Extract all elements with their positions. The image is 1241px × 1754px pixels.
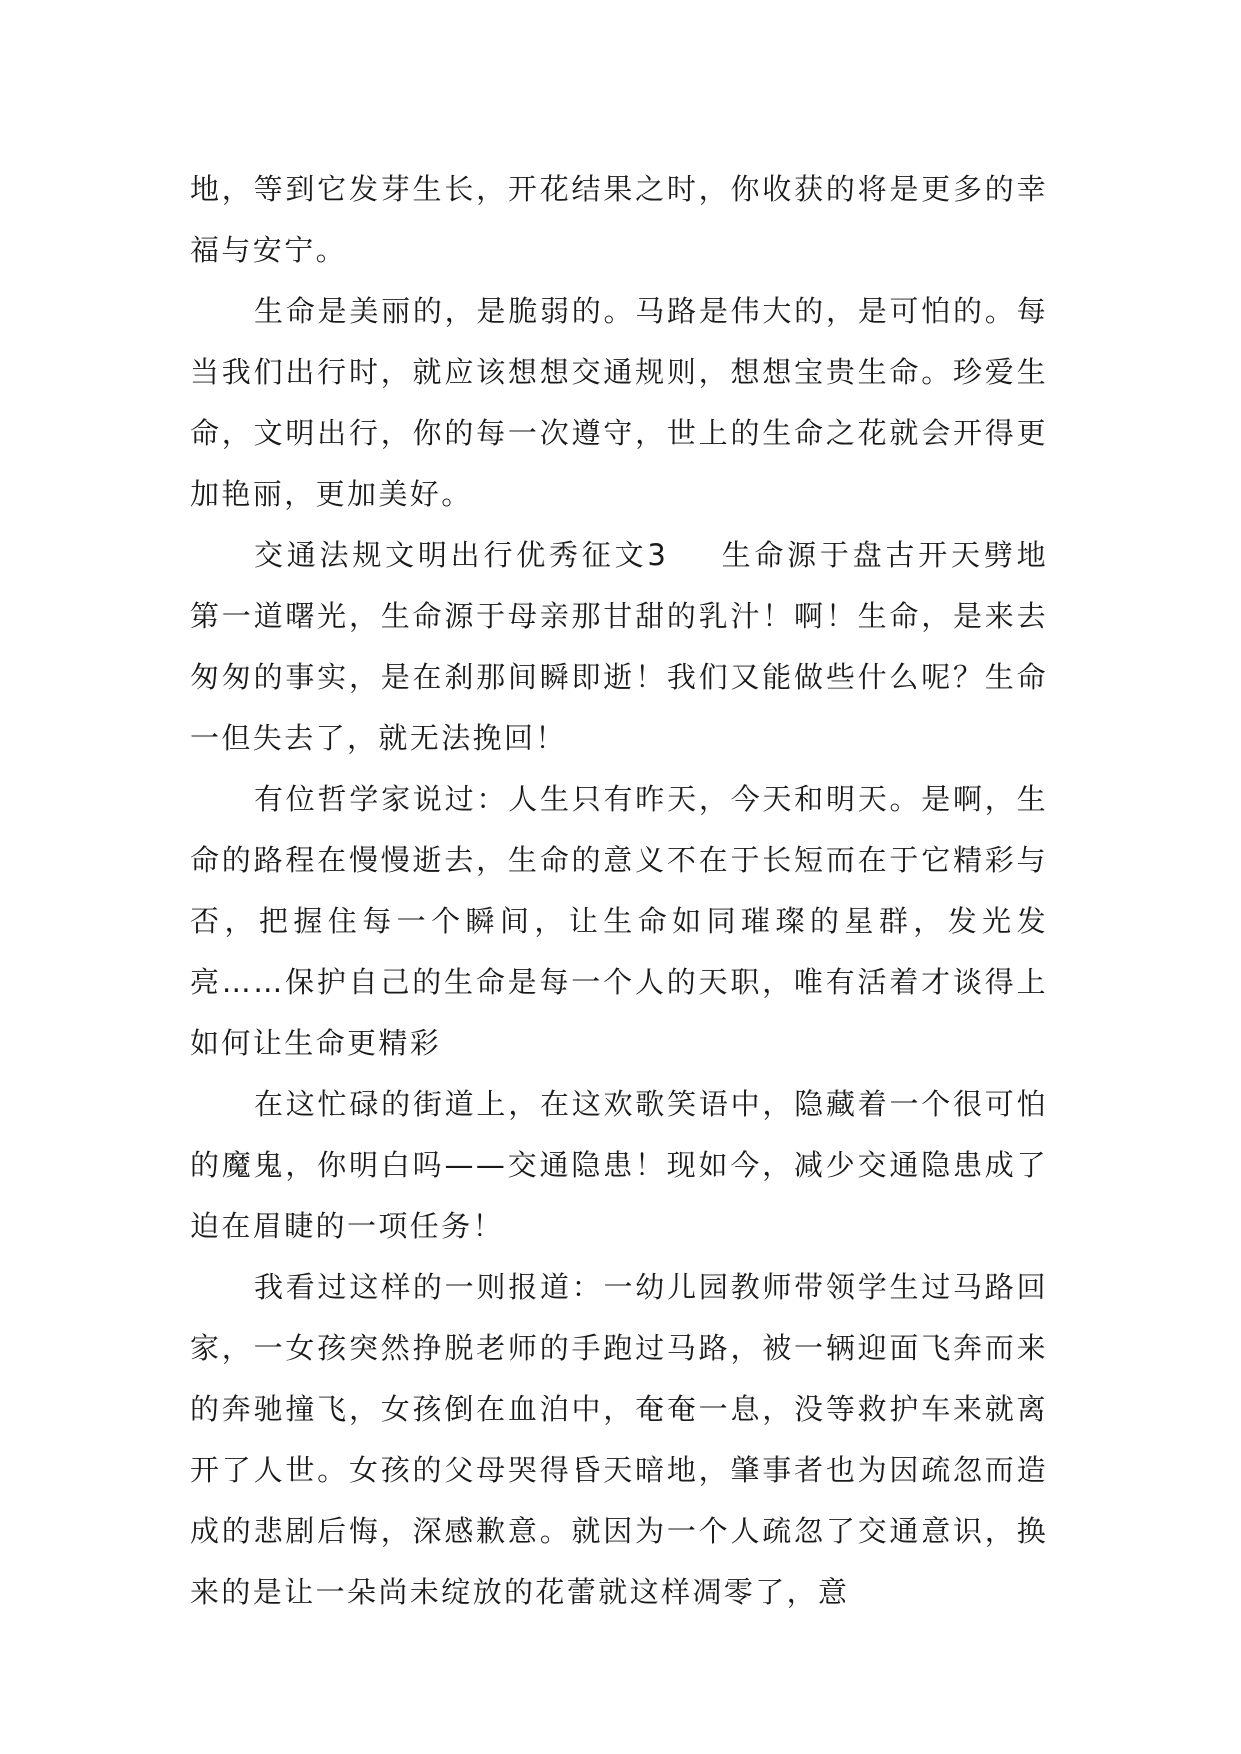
paragraph: 生命是美丽的，是脆弱的。马路是伟大的，是可怕的。每当我们出行时，就应该想想交通规则，想想宝贵生命。珍爱生命，文明出行，你的每一次遵守，世上的生命之花就会开得更加艳丽，更加美好。 [190, 294, 1048, 511]
paragraph-text: 生命源于盘古开天劈地第一道曙光，生命源于母亲那甘甜的乳汁！啊！生命，是来去匆匆的事实，是在刹那间瞬即逝！我们又能做些什么呢？生命一但失去了，就无法挽回！ [190, 538, 1048, 755]
paragraph-continuation: 地，等到它发芽生长，开花结果之时，你收获的将是更多的幸福与安宁。 [190, 172, 1048, 267]
paragraph-with-section-title [190, 525, 1048, 769]
paragraph: 在这忙碌的街道上，在这欢歌笑语中，隐藏着一个很可怕的魔鬼，你明白吗——交通隐患！现如今，减少交通隐患成了迫在眉睫的一项任务！ [190, 1087, 1048, 1243]
body-text [190, 159, 1048, 1623]
paragraph: 有位哲学家说过：人生只有昨天，今天和明天。是啊，生命的路程在慢慢逝去，生命的意义不在于长短而在于它精彩与否，把握住每一个瞬间，让生命如同璀璨的星群，发光发亮……保护自己的生命是每一个人的天职，唯有活着才谈得上如何让生命更精彩 [190, 782, 1048, 1060]
paragraph: 我看过这样的一则报道：一幼儿园教师带领学生过马路回家，一女孩突然挣脱老师的手跑过马路，被一辆迎面飞奔而来的奔驰撞飞，女孩倒在血泊中，奄奄一息，没等救护车来就离开了人世。女孩的父母哭得昏天暗地，肇事者也为因疏忽而造成的悲剧后悔，深感歉意。就因为一个人疏忽了交通意识，换来的是让一朵尚未绽放的花蕾就这样凋零了，意 [190, 1270, 1048, 1609]
section-title: 交通法规文明出行优秀征文3 [254, 538, 669, 572]
